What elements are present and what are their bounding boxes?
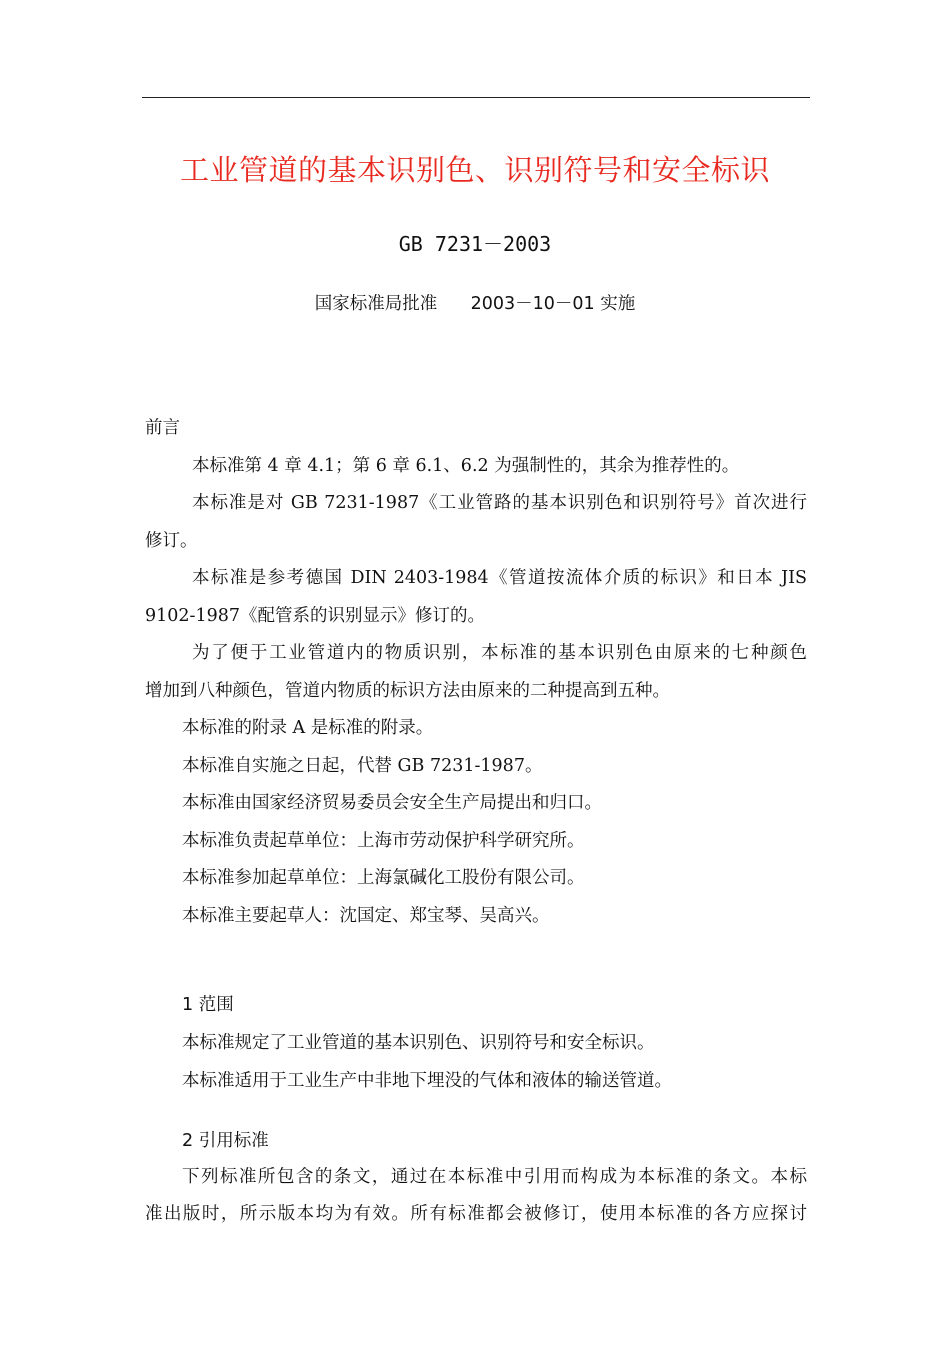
foreword-paragraph: 本标准是对 GB 7231-1987《工业管路的基本识别色和识别符号》首次进行 bbox=[192, 493, 807, 513]
foreword-paragraph: 本标准参加起草单位：上海氯碱化工股份有限公司。 bbox=[182, 868, 585, 888]
header-rule bbox=[142, 97, 810, 98]
foreword-paragraph: 本标准负责起草单位：上海市劳动保护科学研究所。 bbox=[182, 831, 585, 851]
foreword-paragraph: 本标准第 4 章 4.1；第 6 章 6.1、6.2 为强制性的，其余为推荐性的。 bbox=[192, 456, 740, 476]
section-paragraph-continuation: 准出版时，所示版本均为有效。所有标准都会被修订，使用本标准的各方应探讨 bbox=[145, 1204, 807, 1224]
foreword-paragraph: 为了便于工业管道内的物质识别，本标准的基本识别色由原来的七种颜色 bbox=[192, 643, 807, 663]
foreword-paragraph: 本标准是参考德国 DIN 2403-1984《管道按流体介质的标识》和日本 JIS bbox=[192, 568, 807, 588]
standard-code: GB 7231－2003 bbox=[398, 232, 552, 256]
foreword-paragraph: 本标准主要起草人：沈国定、郑宝琴、吴高兴。 bbox=[182, 906, 550, 926]
document-title: 工业管道的基本识别色、识别符号和安全标识 bbox=[179, 153, 770, 187]
foreword-paragraph-continuation: 9102-1987《配管系的识别显示》修订的。 bbox=[145, 606, 485, 626]
section-paragraph: 本标准规定了工业管道的基本识别色、识别符号和安全标识。 bbox=[182, 1033, 655, 1053]
section-paragraph: 本标准适用于工业生产中非地下埋没的气体和液体的输送管道。 bbox=[182, 1071, 672, 1091]
foreword-paragraph: 本标准自实施之日起，代替 GB 7231-1987。 bbox=[182, 756, 543, 776]
section-heading-references: 2 引用标准 bbox=[182, 1131, 269, 1151]
foreword-heading: 前言 bbox=[145, 418, 180, 438]
approval-line: 国家标准局批准 2003－10－01 实施 bbox=[314, 294, 636, 314]
foreword-paragraph: 本标准的附录 A 是标准的附录。 bbox=[182, 718, 434, 738]
foreword-paragraph: 本标准由国家经济贸易委员会安全生产局提出和归口。 bbox=[182, 793, 602, 813]
section-paragraph: 下列标准所包含的条文，通过在本标准中引用而构成为本标准的条文。本标 bbox=[182, 1167, 807, 1187]
foreword-paragraph-continuation: 增加到八种颜色，管道内物质的标识方法由原来的二种提高到五种。 bbox=[145, 681, 670, 701]
section-heading-scope: 1 范围 bbox=[182, 995, 234, 1015]
foreword-paragraph-continuation: 修订。 bbox=[145, 531, 198, 551]
